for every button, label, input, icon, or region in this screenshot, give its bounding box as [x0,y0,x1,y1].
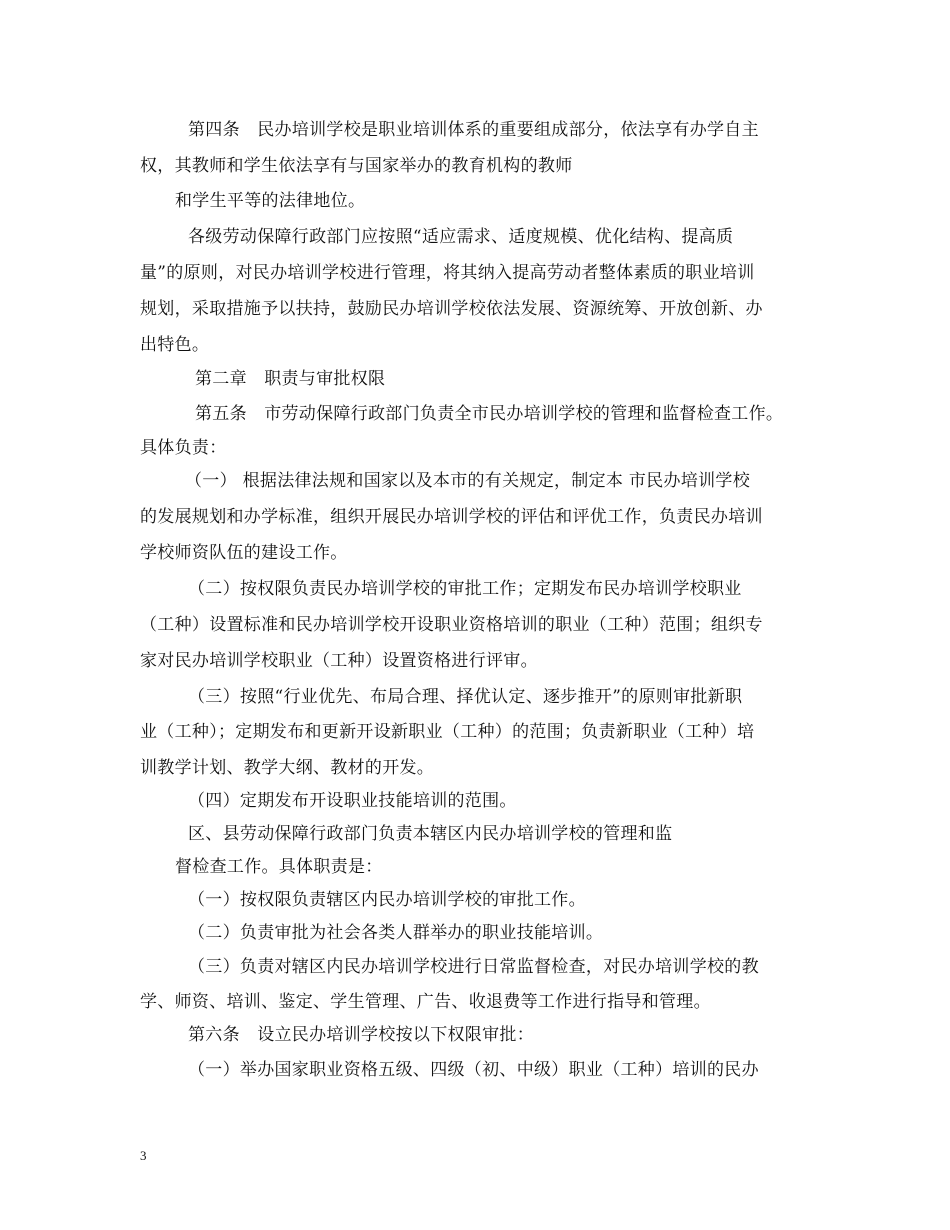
paragraph-line: （二）负责审批为社会各类人群举办的职业技能培训。 [188,923,604,943]
paragraph-line: 督检查工作。具体职责是： [175,857,383,877]
paragraph-line: 和学生平等的法律地位。 [175,191,366,211]
paragraph-line: 第四条 民办培训学校是职业培训体系的重要组成部分，依法享有办学自主 [188,120,759,140]
paragraph-line: （一）举办国家职业资格五级、四级（初、中级）职业（工种）培训的民办 [188,1060,759,1080]
paragraph-line: （二）按权限负责民办培训学校的审批工作；定期发布民办培训学校职业 [188,579,742,599]
paragraph-line: 第五条 市劳动保障行政部门负责全市民办培训学校的管理和监督检查工作。 [195,404,784,424]
paragraph-line: 业（工种）；定期发布和更新开设新职业（工种）的范围；负责新职业（工种）培 [140,722,755,742]
paragraph-line: 区、县劳动保障行政部门负责本辖区内民办培训学校的管理和监 [188,824,673,844]
paragraph-line: （三）按照“行业优先、布局合理、择优认定、逐步推开”的原则审批新职 [188,687,743,707]
paragraph-line: （三）负责对辖区内民办培训学校进行日常监督检查，对民办培训学校的教 [188,957,759,977]
paragraph-line: 训教学计划、教学大纲、教材的开发。 [140,758,435,778]
paragraph-line: 的发展规划和办学标准，组织开展民办培训学校的评估和评优工作，负责民办培训 [140,507,763,527]
paragraph-line: 第六条 设立民办培训学校按以下权限审批： [188,1025,534,1045]
paragraph-line: 各级劳动保障行政部门应按照“适应需求、适度规模、优化结构、提高质 [188,227,734,247]
paragraph-line: （四）定期发布开设职业技能培训的范围。 [188,791,517,811]
paragraph-line: 家对民办培训学校职业（工种）设置资格进行评审。 [140,651,538,671]
paragraph-line: （一）按权限负责辖区内民办培训学校的审批工作。 [188,890,586,910]
paragraph-line: （一） 根据法律法规和国家以及本市的有关规定，制定本 市民办培训学校 [185,471,751,491]
paragraph-line: 具体负责： [140,438,227,458]
paragraph-line: 学、师资、培训、鉴定、学生管理、广告、收退费等工作进行指导和管理。 [140,992,711,1012]
paragraph-line: （工种）设置标准和民办培训学校开设职业资格培训的职业（工种）范围；组织专 [140,615,763,635]
paragraph-line: 量”的原则，对民办培训学校进行管理，将其纳入提高劳动者整体素质的职业培训 [140,263,755,283]
chapter-heading: 第二章 职责与审批权限 [195,369,386,389]
paragraph-line: 学校师资队伍的建设工作。 [140,543,348,563]
paragraph-line: 规划，采取措施予以扶持，鼓励民办培训学校依法发展、资源统筹、开放创新、办 [140,299,763,319]
paragraph-line: 权，其教师和学生依法享有与国家举办的教育机构的教师 [140,156,573,176]
paragraph-line: 出特色。 [140,335,210,355]
page-number: 3 [140,1148,147,1163]
